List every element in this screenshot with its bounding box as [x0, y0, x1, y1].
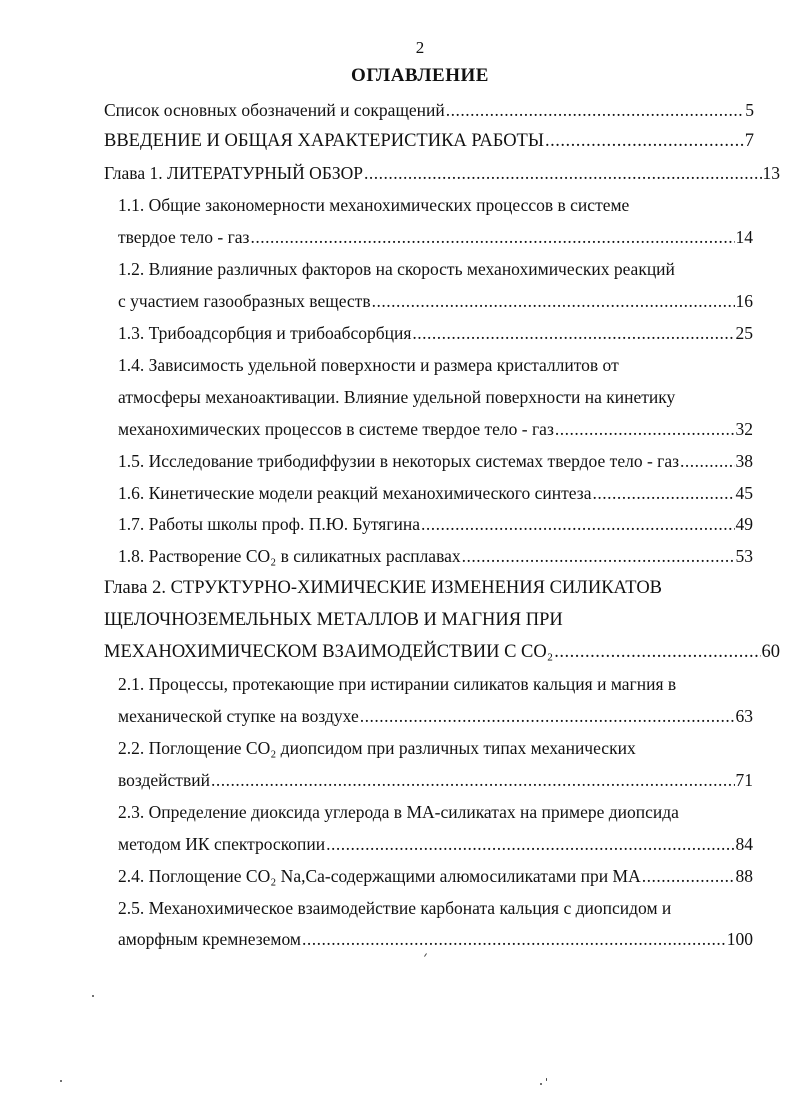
- toc-entry-text: 1.5. Исследование трибодиффузии в некоторых системах твердое тело - газ: [118, 451, 679, 471]
- toc-entry-page: 60: [761, 642, 780, 662]
- scan-speck: [546, 1078, 547, 1081]
- leader-dots: [545, 128, 744, 154]
- toc-entry-text: воздействий: [118, 770, 210, 790]
- toc-entry-page: 49: [735, 514, 753, 534]
- toc-entry-text: 1.4. Зависимость удельной поверхности и размера кристаллитов от: [118, 355, 619, 375]
- toc-entry-text: аморфным кремнеземом: [118, 929, 301, 949]
- leader-dots: [554, 639, 760, 665]
- toc-entry: [118, 352, 619, 378]
- toc-entry-page: 38: [735, 451, 753, 471]
- toc-entry: [104, 607, 563, 633]
- toc-entry: [104, 639, 780, 665]
- leader-dots: [302, 926, 726, 952]
- toc-entry: [118, 895, 671, 921]
- toc-entry-text: 1.3. Трибоадсорбция и трибоабсорбция: [118, 323, 412, 343]
- toc-entry: [118, 448, 753, 474]
- toc-entry-page: 32: [735, 419, 753, 439]
- toc-entry: [104, 97, 754, 123]
- toc-entry-text: твердое тело - газ: [118, 227, 250, 247]
- toc-entry-page: 14: [735, 227, 753, 247]
- toc-entry: [118, 767, 753, 793]
- scan-speck: [540, 1083, 542, 1085]
- toc-entry: [118, 384, 675, 410]
- toc-entry-text: 2.5. Механохимическое взаимодействие карбоната кальция с диопсидом и: [118, 898, 672, 918]
- scan-speck: [92, 995, 94, 997]
- toc-entry-page: 53: [735, 546, 753, 566]
- leader-dots: [462, 543, 735, 569]
- toc-entry-text: 1.8. Растворение CO₂ в силикатных расплавах: [118, 546, 461, 566]
- toc-entry-text: Глава 1. ЛИТЕРАТУРНЫЙ ОБЗОР: [104, 163, 364, 183]
- toc-entry-page: 7: [744, 131, 754, 151]
- toc-entry-text: 2.3. Определение диоксида углерода в МА-силикатах на примере диопсида: [118, 802, 679, 822]
- toc-entry: [118, 224, 753, 250]
- toc-entry-text: 1.2. Влияние различных факторов на скорость механохимических реакций: [118, 259, 675, 279]
- toc-entry: [118, 926, 753, 952]
- toc-entry-page: 5: [745, 100, 754, 120]
- toc-entry-text: 2.1. Процессы, протекающие при истирании силикатов кальция и магния в: [118, 674, 677, 694]
- toc-entry-text: 1.1. Общие закономерности механохимических процессов в системе: [118, 195, 630, 215]
- leader-dots: [364, 160, 761, 186]
- toc-entry-text: методом ИК спектроскопии: [118, 834, 326, 854]
- leader-dots: [680, 448, 735, 474]
- toc-entry: [118, 256, 675, 282]
- toc-entry-text: МЕХАНОХИМИЧЕСКОМ ВЗАИМОДЕЙСТВИИ С CO₂: [104, 642, 554, 662]
- toc-entry: [118, 543, 753, 569]
- toc-entry-text: Глава 2. СТРУКТУРНО-ХИМИЧЕСКИЕ ИЗМЕНЕНИЯ СИЛИКАТОВ: [104, 578, 663, 598]
- toc-entry-page: 84: [735, 834, 753, 854]
- toc-entry: [118, 416, 753, 442]
- toc-title: ОГЛАВЛЕНИЕ: [351, 65, 489, 86]
- toc-entry: [118, 288, 753, 314]
- toc-entry-text: атмосферы механоактивации. Влияние удельной поверхности на кинетику: [118, 387, 676, 407]
- toc-entry-page: 100: [726, 929, 753, 949]
- toc-entry-text: Список основных обозначений и сокращений: [104, 100, 445, 120]
- toc-entry-text: ВВЕДЕНИЕ И ОБЩАЯ ХАРАКТЕРИСТИКА РАБОТЫ: [104, 131, 544, 151]
- toc-entry: [118, 320, 753, 346]
- leader-dots: [250, 224, 734, 250]
- toc-entry: [118, 703, 753, 729]
- toc-entry-page: 16: [735, 291, 753, 311]
- toc-entry: [118, 831, 753, 857]
- toc-entry-page: 63: [735, 706, 753, 726]
- toc-entry-text: 2.2. Поглощение CO₂ диопсидом при различных типах механических: [118, 738, 636, 758]
- toc-entry: [104, 575, 662, 601]
- toc-entry: [118, 671, 676, 697]
- leader-dots: [211, 767, 735, 793]
- toc-entry: [118, 192, 629, 218]
- leader-dots: [446, 97, 744, 123]
- leader-dots: [372, 288, 735, 314]
- leader-dots: [555, 416, 735, 442]
- toc-entry-text: механохимических процессов в системе твердое тело - газ: [118, 419, 554, 439]
- toc-entry-text: с участием газообразных веществ: [118, 291, 371, 311]
- leader-dots: [412, 320, 734, 346]
- toc-entry-page: 25: [735, 323, 753, 343]
- toc-entry: [118, 480, 753, 506]
- toc-entry: [118, 799, 679, 825]
- leader-dots: [360, 703, 735, 729]
- toc-entry-text: 1.6. Кинетические модели реакций механохимического синтеза: [118, 483, 592, 503]
- leader-dots: [421, 511, 734, 537]
- toc-entry-page: 13: [762, 163, 780, 183]
- leader-dots: [326, 831, 734, 857]
- toc-entry: [118, 735, 636, 761]
- toc-entry-text: 2.4. Поглощение CO₂ Na,Ca-содержащими алюмосиликатами при МА: [118, 866, 641, 886]
- toc-entry: [118, 511, 753, 537]
- toc-entry-text: механической ступке на воздухе: [118, 706, 359, 726]
- leader-dots: [642, 863, 735, 889]
- toc-entry: [104, 160, 780, 186]
- leader-dots: [592, 480, 734, 506]
- toc-entry-text: 1.7. Работы школы проф. П.Ю. Бутягина: [118, 514, 421, 534]
- toc-entry-text: ЩЕЛОЧНОЗЕМЕЛЬНЫХ МЕТАЛЛОВ И МАГНИЯ ПРИ: [104, 610, 563, 630]
- toc-entry-page: 88: [735, 866, 753, 886]
- toc-entry-page: 45: [735, 483, 753, 503]
- page-number: 2: [415, 38, 425, 57]
- scan-speck: [60, 1080, 62, 1082]
- toc-entry-page: 71: [735, 770, 753, 790]
- toc-entry: [104, 128, 754, 154]
- toc-entry: [118, 863, 753, 889]
